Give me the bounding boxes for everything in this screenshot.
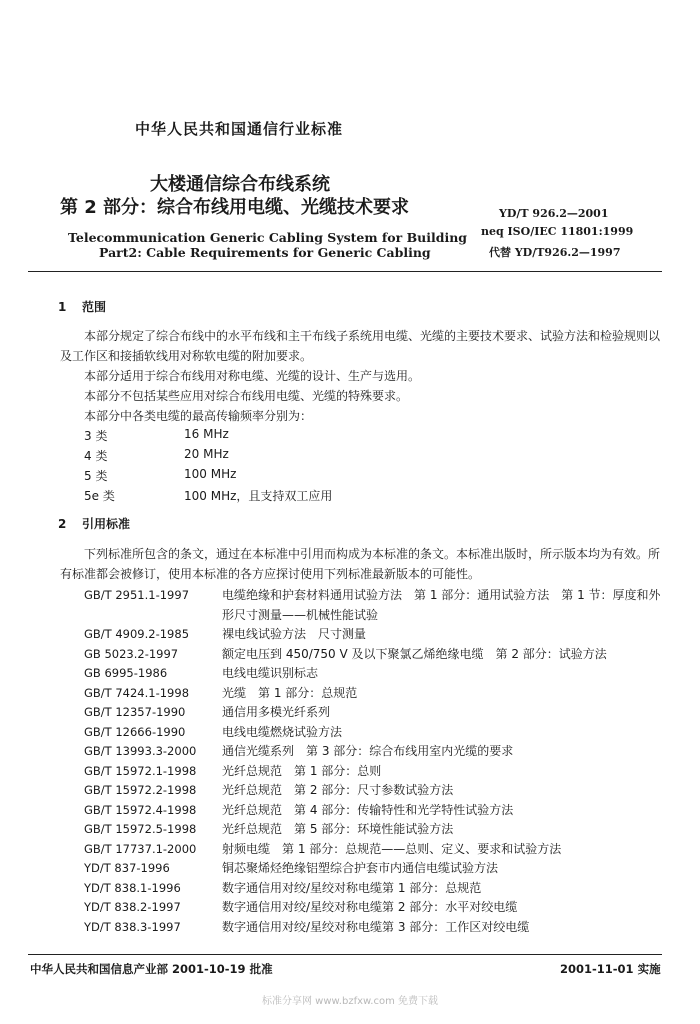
reference-title: 光纤总规范 第 4 部分：传输特性和光学特性试验方法 (222, 802, 514, 817)
reference-code: GB/T 17737.1-2000 (84, 841, 197, 856)
category-frequency: 20 MHz (184, 447, 229, 461)
category-name: 4 类 (84, 449, 108, 463)
reference-title: 光纤总规范 第 5 部分：环境性能试验方法 (222, 822, 454, 836)
reference-code: GB/T 12357-1990 (84, 705, 186, 719)
reference-row (84, 801, 664, 821)
paragraph: 本部分规定了综合布线中的水平布线和主干布线子系统用电缆、光缆的主要技术要求、试验方法和检验规则以及工作区和接插软线用对称软电缆的附加要求。 (60, 329, 661, 363)
footer-divider (28, 954, 662, 955)
section-1-number: 1 (58, 300, 67, 314)
reference-code: GB/T 15972.5-1998 (84, 822, 197, 836)
reference-row (84, 918, 664, 938)
implementation-date: 2001-11-01 实施 (560, 962, 661, 976)
section-1-body (60, 326, 660, 426)
reference-row (84, 703, 664, 723)
reference-row (84, 723, 664, 743)
reference-row (84, 664, 664, 684)
reference-row (84, 781, 664, 801)
reference-title: 通信用多模光纤系列 (222, 705, 331, 719)
issuing-body: 中华人民共和国通信行业标准 (135, 120, 344, 138)
reference-row (84, 820, 664, 840)
reference-title: 光纤总规范 第 2 部分：尺寸参数试验方法 (222, 783, 454, 797)
reference-title: 数字通信用对绞/星绞对称电缆第 1 部分：总规范 (222, 880, 482, 895)
title-cn-line2: 第 2 部分：综合布线用电缆、光缆技术要求 (60, 197, 410, 218)
reference-row (84, 742, 664, 762)
reference-list (84, 586, 664, 937)
reference-code: GB/T 12666-1990 (84, 724, 186, 739)
reference-code: GB 6995-1986 (84, 666, 168, 680)
paragraph: 本部分中各类电缆的最高传输频率分别为： (84, 409, 313, 423)
reference-row (84, 762, 664, 782)
paragraph: 本部分适用于综合布线用对称电缆、光缆的设计、生产与选用。 (84, 369, 421, 383)
header-divider (28, 271, 662, 272)
reference-code: GB 5023.2-1997 (84, 646, 179, 661)
reference-title: 光纤总规范 第 1 部分：总则 (222, 763, 382, 778)
category-name: 3 类 (84, 429, 108, 443)
reference-title: 电线电缆燃烧试验方法 (222, 724, 343, 739)
section-2-number: 2 (58, 517, 67, 531)
reference-row (84, 586, 664, 625)
category-frequency: 100 MHz，且支持双工应用 (184, 489, 333, 503)
reference-row (84, 859, 664, 879)
title-en-line2: Part2: Cable Requirements for Generic Cabling (99, 245, 431, 260)
reference-code: GB/T 2951.1-1997 (84, 588, 190, 602)
watermark: 标准分享网 www.bzfxw.com 免费下载 (262, 996, 438, 1007)
approval-note: 中华人民共和国信息产业部 2001-10-19 批准 (30, 962, 273, 976)
reference-title: 电线电缆识别标志 (222, 666, 319, 680)
reference-code: GB/T 7424.1-1998 (84, 685, 190, 700)
reference-title: 铜芯聚烯烃绝缘铝塑综合护套市内通信电缆试验方法 (222, 861, 499, 875)
section-2-heading (58, 515, 130, 532)
reference-code: GB/T 15972.1-1998 (84, 763, 197, 778)
reference-title: 射频电缆 第 1 部分：总规范——总则、定义、要求和试验方法 (222, 841, 562, 856)
reference-row (84, 684, 664, 704)
reference-code: YD/T 837-1996 (84, 861, 170, 875)
reference-code: YD/T 838.3-1997 (84, 919, 181, 934)
section-2-intro (60, 544, 660, 584)
reference-title: 通信光缆系列 第 3 部分：综合布线用室内光缆的要求 (222, 744, 514, 758)
reference-code: YD/T 838.2-1997 (84, 900, 181, 914)
reference-code: YD/T 838.1-1996 (84, 880, 181, 895)
title-cn-line1: 大楼通信综合布线系统 (150, 174, 330, 195)
section-1-title: 范围 (82, 300, 107, 314)
reference-title: 数字通信用对绞/星绞对称电缆第 2 部分：水平对绞电缆 (222, 900, 518, 914)
reference-title: 电缆绝缘和护套材料通用试验方法 第 1 部分：通用试验方法 第 1 节：厚度和外形尺寸测量——机械性能试验 (222, 588, 661, 622)
replaces-note: 代替 YD/T926.2—1997 (489, 246, 621, 259)
reference-code: GB/T 13993.3-2000 (84, 744, 197, 758)
section-2-title: 引用标准 (82, 517, 131, 531)
section-1-heading (58, 298, 106, 315)
paragraph: 下列标准所包含的条文，通过在本标准中引用而构成为本标准的条文。本标准出版时，所示版本均为有效。所有标准都会被修订，使用本标准的各方应探讨使用下列标准最新版本的可能性。 (60, 547, 661, 581)
category-frequency: 100 MHz (184, 467, 237, 481)
paragraph: 本部分不包括某些应用对综合布线用电缆、光缆的特殊要求。 (84, 389, 409, 403)
reference-row (84, 645, 664, 665)
reference-title: 光缆 第 1 部分：总规范 (222, 685, 358, 700)
reference-row (84, 898, 664, 918)
reference-row (84, 840, 664, 860)
reference-title: 裸电线试验方法 尺寸测量 (222, 627, 367, 641)
reference-title: 数字通信用对绞/星绞对称电缆第 3 部分：工作区对绞电缆 (222, 919, 530, 934)
equivalence-note: neq ISO/IEC 11801:1999 (481, 225, 634, 238)
title-en-line1: Telecommunication Generic Cabling System for Building (68, 230, 468, 245)
reference-title: 额定电压到 450/750 V 及以下聚氯乙烯绝缘电缆 第 2 部分：试验方法 (222, 646, 607, 661)
reference-code: GB/T 15972.2-1998 (84, 783, 197, 797)
reference-row (84, 879, 664, 899)
category-frequency: 16 MHz (184, 427, 229, 441)
category-name: 5e 类 (84, 489, 115, 503)
category-name: 5 类 (84, 469, 108, 483)
reference-row (84, 625, 664, 645)
reference-code: GB/T 4909.2-1985 (84, 627, 190, 641)
standard-number: YD/T 926.2—2001 (499, 207, 609, 220)
reference-code: GB/T 15972.4-1998 (84, 802, 197, 817)
